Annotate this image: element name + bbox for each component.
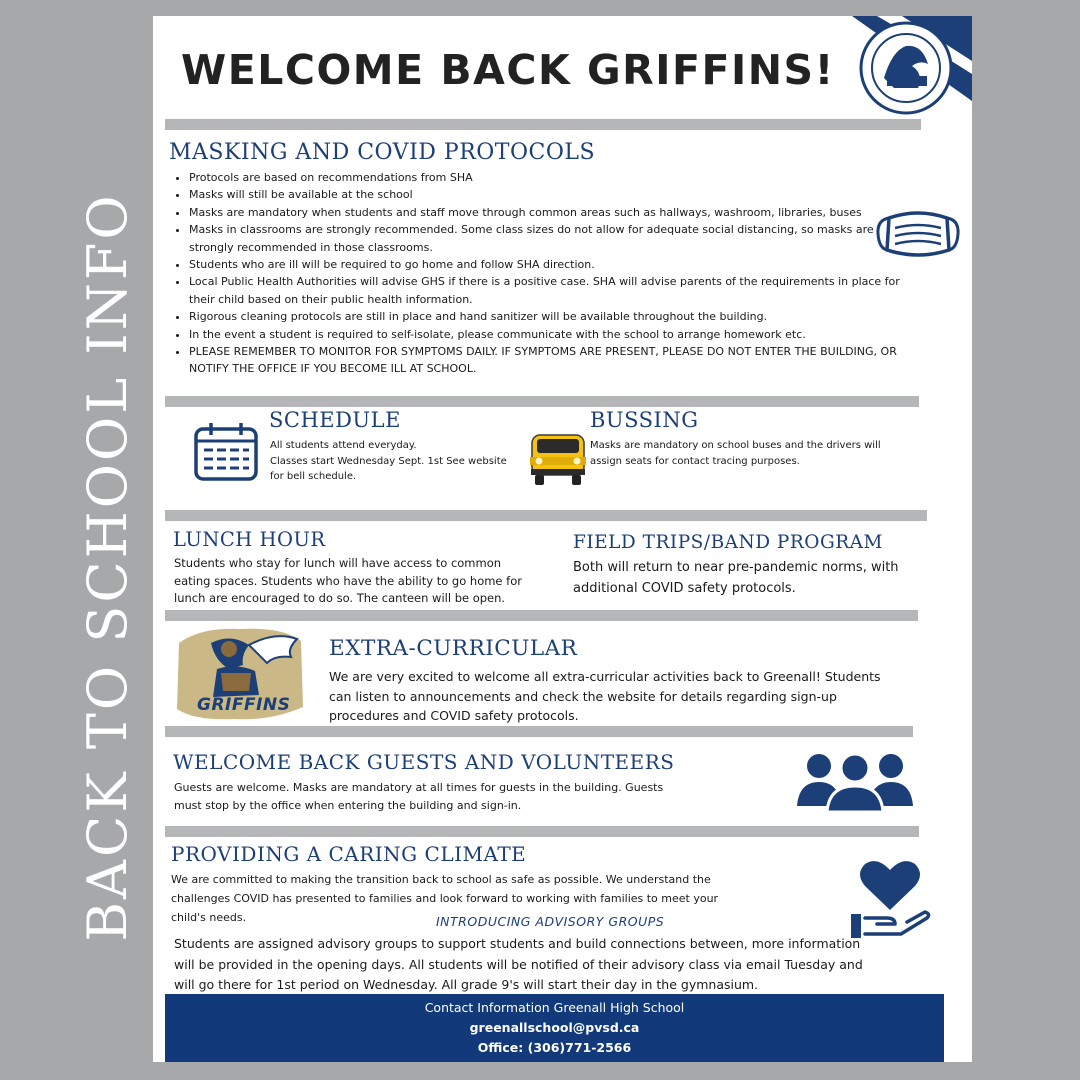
people-group-icon	[795, 750, 915, 812]
advisory-text: Students are assigned advisory groups to support students and build connections between, more information will be provided in the opening days. All students will be notified of their advisory class via email Tuesday and will go there for 1st period on Wednesday. All grade 9's will start their day in the gymnasium.	[174, 936, 863, 992]
footer-title: Contact Information Greenall High School	[424, 1000, 685, 1015]
extra-curricular-heading: EXTRA-CURRICULAR	[329, 636, 578, 661]
calendar-icon	[193, 421, 259, 483]
footer-phone: Office: (306)771-2566	[477, 1040, 632, 1055]
contact-footer	[165, 994, 944, 1062]
list-item: • PLEASE REMEMBER TO MONITOR FOR SYMPTOMS DAILY. IF SYMPTOMS ARE PRESENT, PLEASE DO NOT ENTER THE BUILDING, OR NOTIFY THE OFFICE IF YOU BECOME ILL AT SCHOOL.	[189, 343, 919, 378]
divider	[165, 396, 919, 407]
list-item: • Masks in classrooms are strongly recommended. Some class sizes do not allow for adequate social distancing, so masks are strongly recommended in those classrooms.	[189, 221, 919, 256]
bussing-heading: BUSSING	[590, 408, 699, 432]
list-item: • Rigorous cleaning protocols are still in place and hand sanitizer will be available throughout the building.	[189, 308, 919, 325]
list-item: • Students who are ill will be required to go home and follow SHA direction.	[189, 256, 919, 273]
list-item: • Protocols are based on recommendations from SHA	[189, 169, 919, 186]
guests-text: Guests are welcome. Masks are mandatory at all times for guests in the building. Guests must stop by the office when entering the building and sign-in.	[174, 781, 664, 812]
school-bus-icon	[527, 429, 589, 487]
masking-list	[171, 169, 919, 378]
field-trips-heading: FIELD TRIPS/BAND PROGRAM	[573, 532, 883, 553]
guests-heading: WELCOME BACK GUESTS AND VOLUNTEERS	[173, 750, 675, 774]
field-trips-text: Both will return to near pre-pandemic norms, with additional COVID safety protocols.	[573, 560, 899, 596]
griffins-mascot-logo	[171, 625, 307, 723]
divider	[165, 119, 921, 130]
extra-curricular-text: We are very excited to welcome all extra-curricular activities back to Greenall! Students can listen to announcements and check the website for details regarding sign-up procedures and COVID safety protocols.	[329, 669, 881, 723]
schedule-heading: SCHEDULE	[269, 408, 401, 432]
face-mask-icon	[875, 206, 961, 262]
divider	[165, 826, 919, 837]
griffins-logo-text: GRIFFINS	[197, 695, 291, 715]
divider	[165, 610, 918, 621]
school-crest-logo	[832, 16, 972, 116]
footer-email[interactable]: greenallschool@pvsd.ca	[469, 1020, 640, 1035]
advisory-heading: INTRODUCING ADVISORY GROUPS	[436, 914, 665, 929]
list-item: • Local Public Health Authorities will advise GHS if there is a positive case. SHA will advise parents of the requirements in place for their child based on their public health information.	[189, 273, 919, 308]
page-title: WELCOME BACK GRIFFINS!	[181, 46, 835, 94]
caring-heading: PROVIDING A CARING CLIMATE	[171, 842, 527, 866]
divider	[165, 726, 913, 737]
caring-text: We are committed to making the transition back to school as safe as possible. We understand the challenges COVID has presented to families and look forward to working with families to meet your child's needs.	[171, 873, 719, 924]
bussing-text: Masks are mandatory on school buses and the drivers will assign seats for contact tracing purposes.	[590, 440, 881, 467]
side-title: BACK TO SCHOOL INFO	[76, 192, 139, 942]
lunch-heading: LUNCH HOUR	[173, 528, 326, 551]
list-item: • Masks are mandatory when students and staff move through common areas such as hallways, washroom, libraries, buses	[189, 204, 919, 221]
list-item: • Masks will still be available at the school	[189, 186, 919, 203]
info-sheet	[153, 16, 972, 1062]
lunch-text: Students who stay for lunch will have access to common eating spaces. Students who have the ability to go home for lunch are encouraged to do so. The canteen will be open.	[174, 556, 522, 606]
divider	[165, 510, 927, 521]
list-item: • In the event a student is required to self-isolate, please communicate with the school to arrange homework etc.	[189, 326, 919, 343]
schedule-text: All students attend everyday. Classes start Wednesday Sept. 1st See website for bell schedule.	[270, 440, 507, 482]
masking-heading: MASKING AND COVID PROTOCOLS	[169, 140, 596, 165]
heart-hand-icon	[847, 856, 933, 940]
